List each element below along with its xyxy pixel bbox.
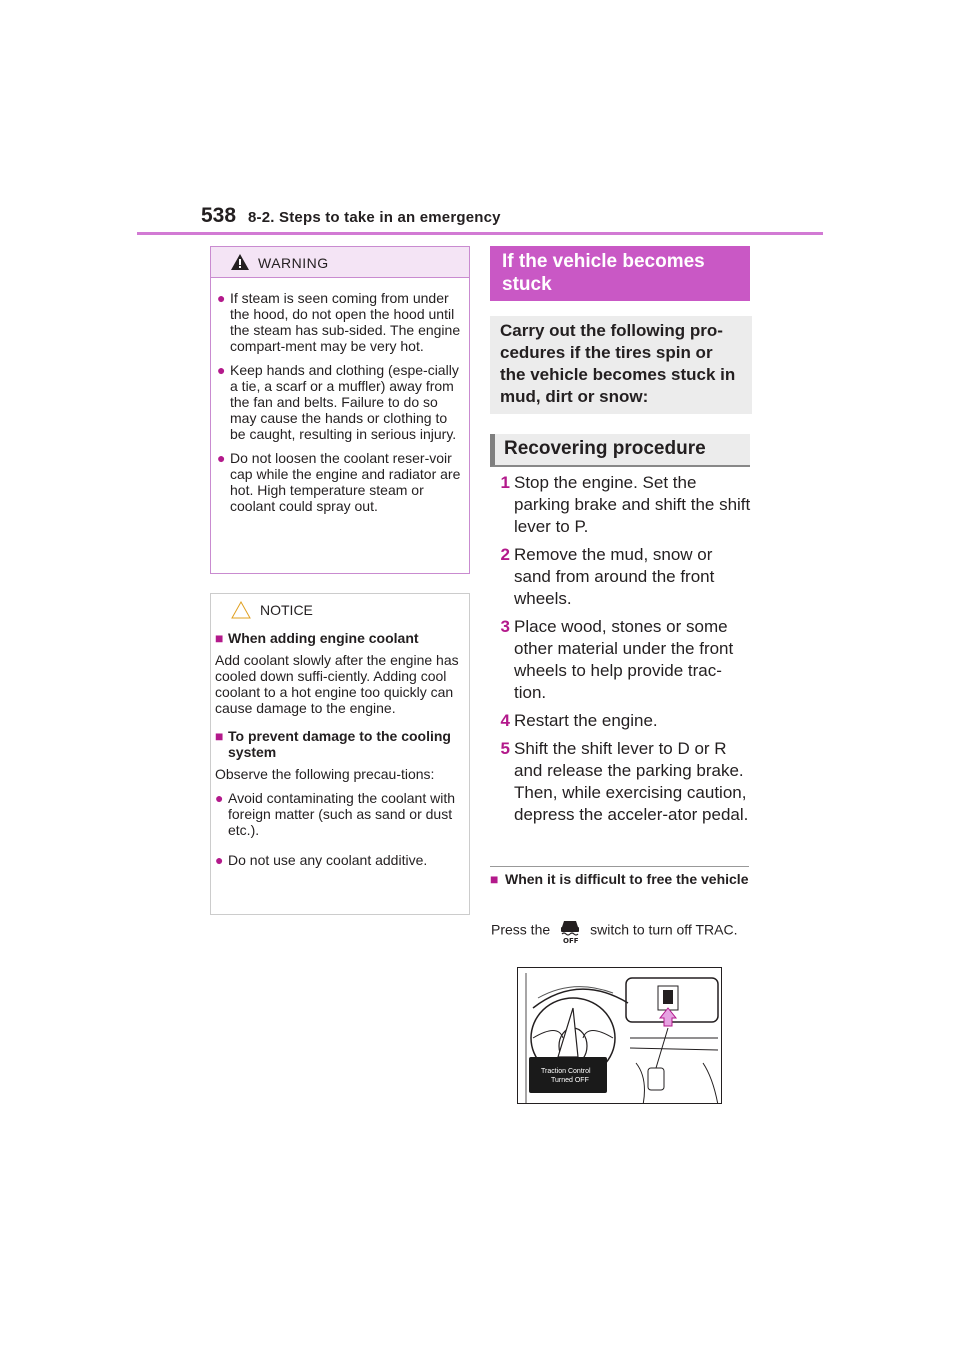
caution-triangle-icon: [231, 601, 251, 619]
svg-text:OFF: OFF: [563, 937, 579, 944]
subheading-bar: [490, 434, 750, 467]
warning-title: WARNING: [258, 255, 329, 271]
step-item: [490, 616, 752, 704]
step-item: [490, 544, 752, 610]
section-title: 8-2. Steps to take in an emergency: [248, 209, 501, 226]
step-text: Restart the engine.: [514, 711, 658, 730]
page-number: 538: [201, 204, 237, 227]
step-item: [490, 472, 752, 538]
step-number: 2: [500, 545, 510, 564]
warning-item: ● Do not loosen the coolant reser-voir cap while the engine and radiator are hot. High temperature steam or coolant could spray out.: [217, 450, 461, 514]
step-text: Stop the engine. Set the parking brake and shift the shift lever to P.: [514, 473, 751, 536]
notice-header: [211, 594, 469, 624]
square-bullet-icon: ■: [215, 728, 224, 744]
step-item: [490, 710, 752, 732]
step-item: [490, 738, 752, 826]
intro-box: [490, 316, 752, 414]
note-heading: ■ When it is difficult to free the vehicle: [490, 871, 749, 887]
square-bullet-icon: ■: [215, 630, 224, 646]
warning-box: [210, 246, 470, 574]
notice-title: NOTICE: [260, 602, 313, 618]
warning-header: [211, 247, 469, 278]
page-header: [0, 0, 960, 240]
traction-off-popup: [529, 1057, 607, 1093]
step-text: Shift the shift lever to D or R and release the parking brake. Then, while exercising caution, depress the acceler-ator pedal.: [514, 739, 749, 824]
step-text: Remove the mud, snow or sand from around the front wheels.: [514, 545, 715, 608]
bullet-icon: ●: [217, 450, 226, 466]
notice-paragraph: Add coolant slowly after the engine has cooled down suffi-ciently. Adding cool coolant to a hot engine too quickly can cause damage to the engine.: [215, 652, 459, 716]
step-number: 4: [500, 711, 510, 730]
square-bullet-icon: ■: [490, 871, 499, 887]
warning-item: ● Keep hands and clothing (espe-cially a tie, a scarf or a muffler) away from the fan and belts. Failure to do so may cause the hands or clothing to be caught, resulting in serious injury.: [217, 362, 459, 442]
popup-line-2: Turned OFF: [551, 1077, 589, 1084]
notice-item: ● Avoid contaminating the coolant with foreign matter (such as sand or dust etc.).: [215, 790, 455, 838]
notice-subheading: ■ When adding engine coolant: [215, 630, 419, 646]
bullet-icon: ●: [215, 790, 224, 806]
bullet-icon: ●: [217, 362, 226, 378]
step-number: 3: [500, 617, 510, 636]
section-banner: [490, 246, 750, 301]
steps-list: [490, 472, 752, 832]
warning-item: ● If steam is seen coming from under the hood, do not open the hood until the steam has sub-sided. The engine compart-ment may be very hot.: [217, 290, 461, 354]
note-paragraph: Press the OFF switch to turn off TRAC.: [491, 918, 750, 944]
popup-line-1: Traction Control: [541, 1068, 591, 1075]
bullet-icon: ●: [215, 852, 224, 868]
note-divider: [490, 866, 749, 867]
step-text: Place wood, stones or some other material under the front wheels to help provide trac-tion.: [514, 617, 734, 702]
banner-title: If the vehicle becomes stuck: [502, 251, 705, 295]
notice-item: ● Do not use any coolant additive.: [215, 852, 428, 868]
notice-box: [210, 593, 470, 915]
dashboard-illustration: [517, 967, 722, 1104]
notice-subheading: ■ To prevent damage to the cooling system: [215, 728, 451, 760]
step-number: 5: [500, 739, 510, 758]
notice-paragraph: Observe the following precau-tions:: [215, 766, 435, 782]
intro-text: Carry out the following pro-cedures if the tires spin or the vehicle becomes stuck in mud, dirt or snow:: [500, 321, 736, 406]
bullet-icon: ●: [217, 290, 226, 306]
traction-off-switch-icon: [554, 918, 586, 944]
warning-triangle-icon: [231, 254, 249, 270]
subheading-title: Recovering procedure: [504, 438, 706, 459]
header-divider: [137, 232, 823, 235]
step-number: 1: [500, 473, 510, 492]
